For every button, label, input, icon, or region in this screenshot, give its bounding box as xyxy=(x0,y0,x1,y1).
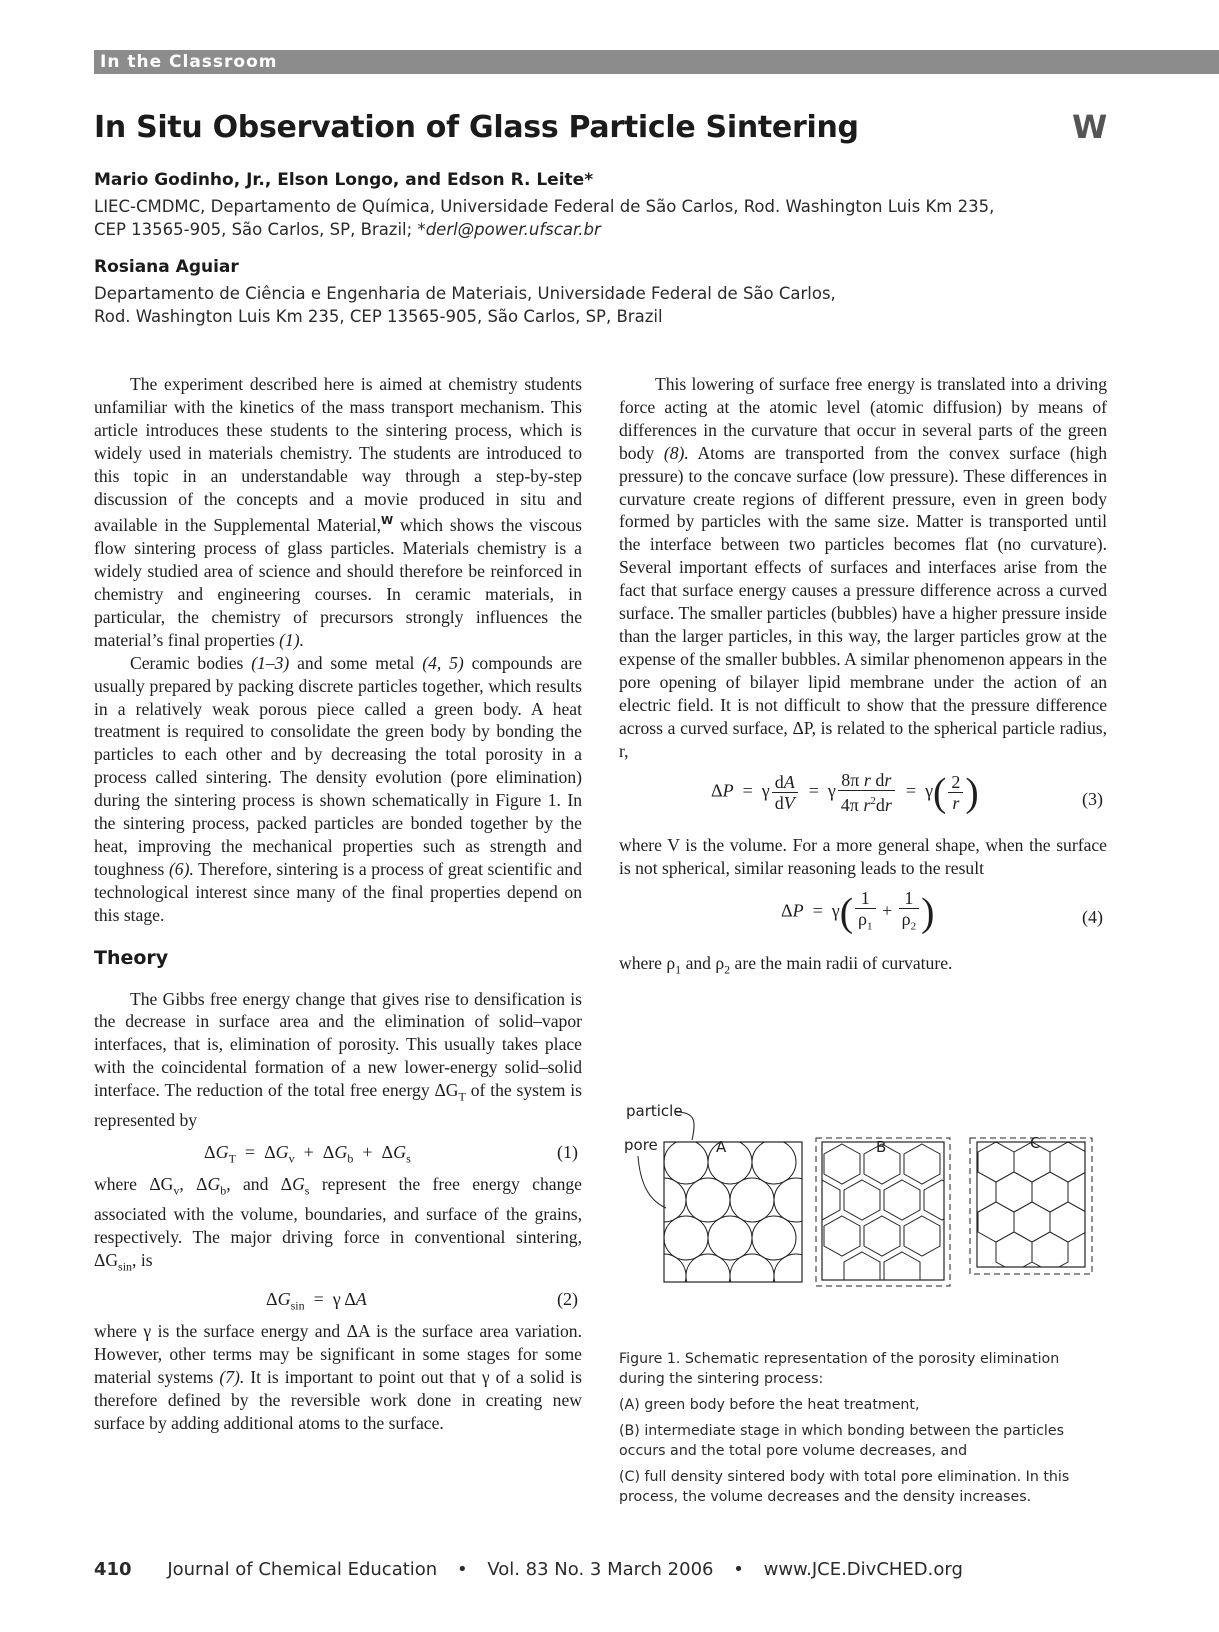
right-column xyxy=(619,373,1107,982)
equation-3: ΔP = γ $\frac{dA}{dV}$ = γ $\frac{\text{8π r dr}}{4\pi r^2dr}$ = γ( $\frac{2}{r}$ ) (3) xyxy=(711,769,1103,816)
journal-volume: Vol. 83 No. 3 March 2006 xyxy=(487,1559,714,1580)
equation-2-number: (2) xyxy=(557,1289,578,1310)
paragraph-curvature: This lowering of surface free energy is translated into a driving force acting at the atomic level (atomic diffusion) by means of differences in the curvature that occur in several parts of the green body (8). Atoms are transported from the convex surface (high pressure) to the concave surface (low pressure). These differences in curvature create regions of different pressure, even in green body formed by particles with the same size. Matter is transported until the interface between two particles becomes flat (no curvature). Several important effects of surfaces and interfaces arise from the fact that surface energy causes a pressure difference across a curved surface. The smaller particles (bubbles) have a higher pressure inside than the larger particles, in this way, the larger particles grow at the expense of the smaller bubbles. A similar phenomenon appears in the pore opening of bilayer lipid membrane under the action of an electric field. It is not difficult to show that the pressure difference across a curved surface, ΔP, is related to the spherical particle radius, r, xyxy=(619,374,1107,761)
label-c: C xyxy=(1030,1134,1041,1152)
affiliation-2 xyxy=(94,282,1094,328)
sintered-body-grains xyxy=(960,1142,1104,1272)
affiliation-1-line-1: LIEC-CMDMC, Departamento de Química, Universidade Federal de São Carlos, Rod. Washington Luis Km 235, xyxy=(94,197,995,216)
equation-4: ΔP = γ( $\frac{1}{\rho_1}$ + $\frac{1}{\rho_2}$ ) (4) xyxy=(781,888,1103,935)
paragraph-free-energy-terms: where $\Delta G_v$, $\Delta G_b$, and $\Delta G_s$ represent the free energy change associated with the volume, boundaries, and surface of the grains, respectively. The major driving force in conventional sintering, $\Delta G_{sin}$, is xyxy=(94,1174,582,1274)
section-heading-theory: Theory xyxy=(94,946,169,969)
caption-line-1: Figure 1. Schematic representation of the porosity elimination during the sintering process: xyxy=(619,1351,1060,1387)
reference-link[interactable]: (7). xyxy=(219,1366,245,1387)
figure-1-caption xyxy=(619,1349,1107,1513)
paragraph-general-shape: where V is the volume. For a more general shape, when the surface is not spherical, similar reasoning leads to the result xyxy=(619,835,1107,879)
intermediate-stage-particles xyxy=(804,1144,960,1292)
green-body-particles xyxy=(642,1140,818,1292)
affiliation-1-line-2: CEP 13565-905, São Carlos, SP, Brazil; *derl@power.ufscar.br xyxy=(94,220,601,239)
article-title: In Situ Observation of Glass Particle Sintering xyxy=(94,110,859,145)
page-number: 410 xyxy=(94,1559,132,1580)
reference-link[interactable]: (1). xyxy=(279,629,305,650)
label-a: A xyxy=(716,1138,727,1156)
author-email-link[interactable]: derl@power.ufscar.br xyxy=(425,220,601,239)
equation-1-number: (1) xyxy=(557,1142,578,1163)
caption-line-4: (C) full density sintered body with total pore elimination. In this process, the volume decreases and the density increases. xyxy=(619,1469,1070,1505)
journal-name: Journal of Chemical Education xyxy=(167,1559,438,1580)
reference-link[interactable]: (1–3) xyxy=(251,652,290,673)
equation-3-number: (3) xyxy=(1082,789,1103,810)
equation-2: $\Delta G_{sin} = \gamma$ ΔA (2) xyxy=(266,1289,578,1313)
reference-link[interactable]: (8). xyxy=(663,442,689,463)
equation-1: $\Delta G_T = \Delta G_v + \Delta G_b + \Delta G_s$ (1) xyxy=(204,1142,578,1167)
equation-4-number: (4) xyxy=(1082,907,1103,928)
section-label: In the Classroom xyxy=(94,50,1219,74)
paragraph-gibbs: The Gibbs free energy change that gives rise to densification is the decrease in surface area and the elimination of solid–vapor interfaces, that is, elimination of porosity. This usually takes place with the coincidental formation of a new lower-energy solid–solid interface. The reduction of the total free energy $\Delta G_T$ of the system is represented by xyxy=(94,988,582,1130)
figure-1-sintering-schematic xyxy=(612,1092,1132,1292)
paragraph-ceramic-bodies: Ceramic bodies (1–3) and some metal (4, 5) compounds are usually prepared by packing discrete particles together, which results in a relatively weak porous piece called a green body. A heat treatment is required to consolidate the green body by bonding the particles to each other and by decreasing the total porosity in a process called sintering. The density evolution (pore elimination) during the sintering process is shown schematically in Figure 1. In the sintering process, packed particles are bonded together by the heat, improving the mechanical properties such as strength and toughness (6). Therefore, sintering is a process of great scientific and technological interest since many of the final properties depend on this stage. xyxy=(94,652,583,925)
label-b: B xyxy=(876,1138,887,1156)
page-footer xyxy=(94,1559,963,1580)
caption-line-3: (B) intermediate stage in which bonding between the particles occurs and the total pore volume decreases, and xyxy=(619,1423,1064,1459)
paragraph-intro: The experiment described here is aimed at chemistry students unfamiliar with the kinetics of the mass transport mechanism. This article introduces these students to the sintering process, which is widely used in materials chemistry. The students are introduced to this topic in an understandable way through a step-by-step discussion of the concepts and a movie produced in situ and available in the Supplemental Material,$^W$ which shows the viscous flow sintering process of glass particles. Materials chemistry is a widely studied area of science and should therefore be reinforced in chemistry and engineering courses. In ceramic materials, in particular, the chemistry of precursors strongly influences the material’s final properties (1). xyxy=(94,374,582,650)
footer-bullet: • xyxy=(456,1559,468,1580)
web-supplement-icon: W xyxy=(381,514,394,528)
reference-link[interactable]: (4, 5) xyxy=(422,652,464,673)
label-particle: particle xyxy=(626,1102,683,1120)
web-supplement-icon: W xyxy=(1072,108,1108,146)
affiliation-2-line-1: Departamento de Ciência e Engenharia de Materiais, Universidade Federal de São Carlos, xyxy=(94,284,836,303)
journal-url-link[interactable]: www.JCE.DivCHED.org xyxy=(763,1559,963,1580)
paragraph-surface-energy: where γ is the surface energy and ΔA is the surface area variation. However, other terms may be significant in some stages for some material systems (7). It is important to point out that γ of a solid is therefore defined by the reversible work done in creating new surface by adding additional atoms to the surface. xyxy=(94,1321,582,1433)
footer-bullet: • xyxy=(733,1559,744,1580)
label-pore: pore xyxy=(624,1136,658,1154)
authors-group-2: Rosiana Aguiar xyxy=(94,257,239,277)
caption-line-2: (A) green body before the heat treatment, xyxy=(619,1397,920,1413)
left-column xyxy=(94,373,582,1435)
affiliation-2-line-2: Rod. Washington Luis Km 235, CEP 13565-905, São Carlos, SP, Brazil xyxy=(94,307,663,326)
affiliation-1 xyxy=(94,195,1094,241)
authors-group-1: Mario Godinho, Jr., Elson Longo, and Edson R. Leite* xyxy=(94,170,594,190)
paragraph-radii: where $\rho_1$ and $\rho_2$ are the main radii of curvature. xyxy=(619,953,953,977)
reference-link[interactable]: (6). xyxy=(168,858,194,879)
